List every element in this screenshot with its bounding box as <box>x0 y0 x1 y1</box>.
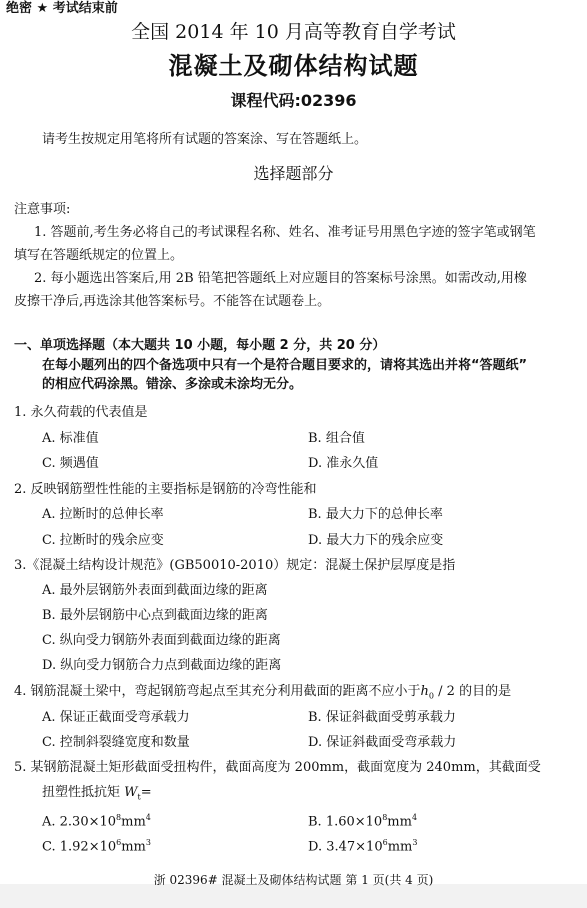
part1-heading: 一、单项选择题（本大题共 10 小题，每小题 2 分，共 20 分） <box>14 338 386 353</box>
q2-option-c: C. 拉断时的残余应变 <box>42 533 164 548</box>
question-5-line2: 扭塑性抵抗矩 $W_t=$ <box>42 785 152 802</box>
q4-var-subscript: 0 <box>428 691 435 701</box>
section-title: 选择题部分 <box>253 164 334 183</box>
q1-option-b: B. 组合值 <box>308 431 365 446</box>
q3-option-b: B. 最外层钢筋中心点到截面边缘的距离 <box>42 608 268 623</box>
note-2-line1: 2. 每小题选出答案后,用 2B 铅笔把答题纸上对应题目的答案标号涂黑。如需改动,用橡 <box>34 271 527 286</box>
q4-option-d: D. 保证斜截面受弯承载力 <box>308 735 457 750</box>
q1-option-d: D. 准永久值 <box>308 456 379 471</box>
q1-option-a: A. 标准值 <box>42 431 99 446</box>
question-1: 1. 永久荷载的代表值是 <box>14 405 148 420</box>
q5-option-d: D. $3.47\times 10^6mm^3$ <box>308 838 418 855</box>
q4-option-a: A. 保证正截面受弯承载力 <box>42 710 190 725</box>
q5-option-c: C. $1.92\times 10^6mm^3$ <box>42 838 151 855</box>
q2-option-a: A. 拉断时的总伸长率 <box>42 507 164 522</box>
note-1-line2: 填写在答题纸规定的位置上。 <box>14 248 184 263</box>
note-2-line2: 皮擦干净后,再选涂其他答案标号。不能答在试题卷上。 <box>14 294 331 309</box>
q2-option-d: D. 最大力下的残余应变 <box>308 533 444 548</box>
page-title: 混凝土及砌体结构试题 <box>168 52 419 80</box>
q3-option-d: D. 纵向受力钢筋合力点到截面边缘的距离 <box>42 658 282 673</box>
q4-option-c: C. 控制斜裂缝宽度和数量 <box>42 735 190 750</box>
q5-var-w: W <box>124 785 138 800</box>
page-footer: 浙 02396# 混凝土及砌体结构试题 第 1 页(共 4 页) <box>153 873 434 887</box>
q5-option-b: B. $1.60\times 10^8mm^4$ <box>308 813 418 830</box>
q4-option-b: B. 保证斜截面受剪承载力 <box>308 710 456 725</box>
part1-desc-line1: 在每小题列出的四个备选项中只有一个是符合题目要求的，请将其选出并将“答题纸” <box>42 358 528 373</box>
q5-var-subscript: t <box>137 792 141 802</box>
notes-heading: 注意事项: <box>14 202 71 217</box>
note-1-line1: 1. 答题前,考生务必将自己的考试课程名称、姓名、准考证号用黑色字迹的签字笔或钢笔 <box>34 225 536 240</box>
secret-label: 绝密 ★ 考试结束前 <box>6 1 118 16</box>
question-2: 2. 反映钢筋塑性性能的主要指标是钢筋的冷弯性能和 <box>14 482 317 497</box>
instruction-text: 请考生按规定用笔将所有试题的答案涂、写在答题纸上。 <box>42 132 368 147</box>
q1-option-c: C. 频遇值 <box>42 456 99 471</box>
course-code: 课程代码:02396 <box>230 91 357 110</box>
q4-var-h: h <box>420 684 429 699</box>
question-3: 3.《混凝土结构设计规范》(GB50010-2010）规定：混凝土保护层厚度是指 <box>14 558 456 573</box>
part1-desc-line2: 的相应代码涂黑。错涂、多涂或未涂均无分。 <box>42 377 303 392</box>
question-4: 4. 钢筋混凝土梁中，弯起钢筋弯起点至其充分利用截面的距离不应小于$h_0 / 2$ 的目的是 <box>14 684 512 701</box>
exam-name: 全国 2014 年 10 月高等教育自学考试 <box>131 21 456 43</box>
question-5-line1: 5. 某钢筋混凝土矩形截面受扭构件，截面高度为 200mm，截面宽度为 240mm，其截面受 <box>14 760 541 775</box>
q3-option-a: A. 最外层钢筋外表面到截面边缘的距离 <box>42 583 268 598</box>
q5-option-a: A. $2.30\times 10^8mm^4$ <box>42 813 151 830</box>
q3-option-c: C. 纵向受力钢筋外表面到截面边缘的距离 <box>42 633 281 648</box>
q2-option-b: B. 最大力下的总伸长率 <box>308 507 443 522</box>
